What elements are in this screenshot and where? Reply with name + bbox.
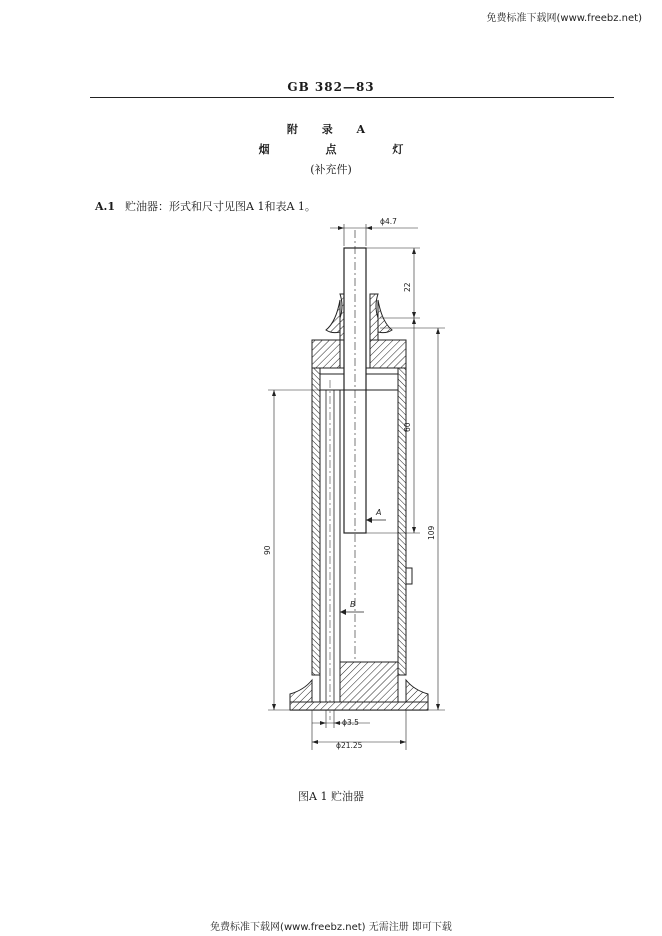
dim-top-diameter (330, 217, 418, 246)
base (290, 662, 428, 710)
air-tube (320, 380, 340, 720)
label-a: A (376, 508, 382, 517)
watermark-bottom: 免费标准下载网(www.freebz.net) 无需注册 即可下载 (210, 922, 452, 933)
reservoir-drawing (240, 210, 480, 755)
label-b: B (350, 600, 356, 609)
label-b-leader (340, 600, 364, 615)
figure-caption: 图A 1 贮油器 (298, 790, 364, 803)
header-rule (90, 97, 614, 98)
svg-text:109: 109 (427, 525, 436, 540)
appendix-label: 附 录 A (286, 123, 376, 136)
svg-text:ϕ4.7: ϕ4.7 (380, 217, 397, 226)
svg-text:ϕ3.5: ϕ3.5 (342, 718, 359, 727)
dim-reservoir-height (263, 390, 320, 710)
dim-total-height (380, 328, 445, 710)
appendix-note: (补充件) (310, 163, 352, 176)
standard-number: GB 382—83 (287, 80, 375, 94)
dim-small-diameter (312, 710, 370, 728)
label-a-leader (366, 508, 386, 523)
svg-text:60: 60 (403, 422, 412, 432)
svg-text:90: 90 (263, 545, 272, 555)
wick-tube (344, 230, 366, 710)
watermark-top: 免费标准下载网(www.freebz.net) (486, 13, 642, 24)
svg-text:22: 22 (403, 282, 412, 292)
clause-number: A.1 (95, 200, 116, 213)
clause-text: 贮油器：形式和尺寸见图A 1和表A 1。 (125, 200, 316, 213)
svg-text:ϕ21.25: ϕ21.25 (336, 741, 363, 750)
appendix-title: 烟 点 灯 (258, 143, 430, 156)
